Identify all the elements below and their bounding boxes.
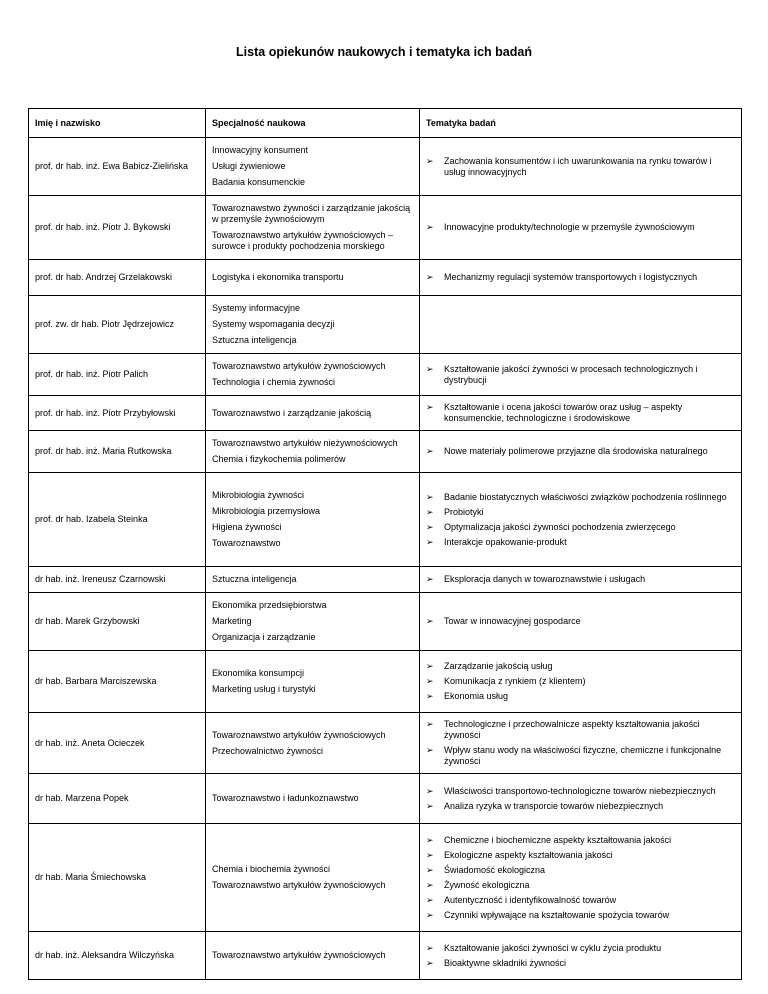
topic-text: Zachowania konsumentów i ich uwarunkowania na rynku towarów i usług innowacyjnych (444, 155, 712, 177)
specialty-cell (206, 354, 420, 396)
arrow-bullet-icon: ➢ (426, 506, 434, 517)
topic-text: Nowe materiały polimerowe przyjazne dla środowiska naturalnego (444, 446, 708, 456)
topic-item (426, 943, 735, 954)
header-specialty: Specjalność naukowa (206, 109, 420, 138)
supervisor-name: prof. dr hab. inż. Piotr J. Bykowski (29, 196, 206, 260)
specialty-item: Towaroznawstwo żywności i zarządzanie jakością w przemyśle żywnościowym (212, 203, 411, 224)
topic-item (426, 676, 735, 687)
topics-list (426, 156, 735, 178)
arrow-bullet-icon: ➢ (426, 222, 434, 232)
specialty-item: Technologia i chemia żywności (212, 377, 336, 387)
topic-text: Ekonomia usług (444, 691, 509, 701)
topic-item (426, 402, 735, 424)
topics-list (426, 222, 735, 233)
topic-text: Bioaktywne składniki żywności (444, 957, 567, 968)
table-row (29, 138, 742, 196)
topic-item (426, 958, 735, 969)
topic-item (426, 616, 735, 627)
topic-item (426, 835, 735, 846)
supervisor-name: dr hab. inż. Aleksandra Wilczyńska (29, 932, 206, 980)
topic-item (426, 537, 735, 548)
topic-item (426, 895, 735, 906)
topics-cell (420, 396, 742, 431)
specialty-item: Higiena żywności (212, 522, 282, 532)
topics-cell (420, 260, 742, 296)
arrow-bullet-icon: ➢ (426, 849, 434, 860)
topic-text: Interakcje opakowanie-produkt (444, 536, 567, 547)
supervisor-name: prof. dr hab. inż. Piotr Palich (29, 354, 206, 396)
topic-item (426, 691, 735, 702)
topics-list (426, 574, 735, 585)
arrow-bullet-icon: ➢ (426, 661, 434, 671)
topic-text: Probiotyki (444, 506, 484, 517)
topic-text: Świadomość ekologiczna (444, 864, 546, 875)
supervisor-name: prof. dr hab. Andrzej Grzelakowski (29, 260, 206, 296)
topic-item (426, 574, 735, 585)
topics-cell (420, 932, 742, 980)
topics-cell (420, 354, 742, 396)
topic-text: Autentyczność i identyfikowalność towarów (444, 894, 617, 905)
supervisor-name: prof. dr hab. Izabela Steinka (29, 473, 206, 567)
supervisor-name: dr hab. Marek Grzybowski (29, 593, 206, 651)
specialty-item: Logistyka i ekonomika transportu (212, 272, 344, 282)
arrow-bullet-icon: ➢ (426, 745, 434, 755)
topic-item (426, 364, 735, 386)
topics-cell (420, 593, 742, 651)
topics-list (426, 272, 735, 283)
supervisor-name: prof. dr hab. inż. Piotr Przybyłowski (29, 396, 206, 431)
specialty-item: Towaroznawstwo i ładunkoznawstwo (212, 793, 359, 803)
table-row (29, 260, 742, 296)
arrow-bullet-icon: ➢ (426, 691, 434, 701)
arrow-bullet-icon: ➢ (426, 363, 434, 374)
topics-cell (420, 567, 742, 593)
specialty-item: Ekonomika konsumpcji (212, 668, 305, 678)
topics-list (426, 719, 735, 767)
specialty-item: Przechowalnictwo żywności (212, 745, 324, 756)
specialty-item: Organizacja i zarządzanie (212, 632, 316, 642)
topic-item (426, 910, 735, 921)
topics-cell (420, 138, 742, 196)
topics-list (426, 786, 735, 812)
specialty-item: Towaroznawstwo artykułów żywnościowych (212, 729, 386, 740)
specialty-cell (206, 296, 420, 354)
specialty-item: Sztuczna inteligencja (212, 574, 297, 584)
table-row (29, 296, 742, 354)
arrow-bullet-icon: ➢ (426, 491, 434, 502)
table-body (29, 138, 742, 980)
topics-cell (420, 431, 742, 473)
specialty-item: Sztuczna inteligencja (212, 335, 297, 345)
topic-text: Optymalizacja jakości żywności pochodzenia zwierzęcego (444, 521, 676, 532)
table-row (29, 431, 742, 473)
topic-item (426, 492, 735, 503)
arrow-bullet-icon: ➢ (426, 909, 434, 920)
topic-item (426, 507, 735, 518)
specialty-item: Towaroznawstwo artykułów żywnościowych – surowce i produkty pochodzenia morskiego (212, 230, 394, 251)
arrow-bullet-icon: ➢ (426, 521, 434, 532)
topic-item (426, 880, 735, 891)
arrow-bullet-icon: ➢ (426, 864, 434, 875)
topic-item (426, 865, 735, 876)
specialty-item: Towaroznawstwo artykułów żywnościowych (212, 880, 386, 890)
topics-cell (420, 713, 742, 774)
topic-text: Kształtowanie jakości żywności w procesach technologicznych i dystrybucji (444, 363, 698, 385)
topic-text: Komunikacja z rynkiem (z klientem) (444, 676, 586, 686)
specialty-item: Towaroznawstwo (212, 538, 281, 548)
arrow-bullet-icon: ➢ (426, 155, 434, 166)
topic-text: Kształtowanie i ocena jakości towarów oraz usług – aspekty konsumenckie, technologiczne i środowiskowe (444, 402, 683, 423)
topics-list (426, 661, 735, 702)
arrow-bullet-icon: ➢ (426, 536, 434, 547)
topic-text: Żywność ekologiczna (444, 879, 530, 890)
topic-text: Analiza ryzyka w transporcie towarów niebezpiecznych (444, 800, 664, 811)
supervisor-name: prof. dr hab. inż. Ewa Babicz-Zielińska (29, 138, 206, 196)
arrow-bullet-icon: ➢ (426, 446, 434, 456)
arrow-bullet-icon: ➢ (426, 785, 434, 796)
table-row (29, 651, 742, 713)
supervisor-name: dr hab. Marzena Popek (29, 774, 206, 824)
supervisor-name: dr hab. inż. Aneta Ocieczek (29, 713, 206, 774)
topic-text: Mechanizmy regulacji systemów transportowych i logistycznych (444, 272, 698, 282)
supervisor-name: dr hab. Barbara Marciszewska (29, 651, 206, 713)
topic-item (426, 745, 735, 767)
arrow-bullet-icon: ➢ (426, 616, 434, 626)
topic-text: Wpływ stanu wody na właściwości fizyczne, chemiczne i funkcjonalne żywności (444, 745, 722, 766)
topic-item (426, 850, 735, 861)
table-row (29, 824, 742, 932)
specialty-item: Chemia i fizykochemia polimerów (212, 454, 346, 464)
topic-text: Zarządzanie jakością usług (444, 661, 553, 671)
topics-list (426, 943, 735, 969)
specialty-cell (206, 932, 420, 980)
specialty-cell (206, 824, 420, 932)
topic-text: Badanie biostatycznych właściwości związków pochodzenia roślinnego (444, 491, 727, 502)
table-header-row (29, 109, 742, 138)
topic-item (426, 222, 735, 233)
table-row (29, 196, 742, 260)
topic-item (426, 786, 735, 797)
topics-list (426, 616, 735, 627)
arrow-bullet-icon: ➢ (426, 834, 434, 845)
topic-text: Kształtowanie jakości żywności w cyklu życia produktu (444, 942, 662, 953)
supervisor-name: dr hab. inż. Ireneusz Czarnowski (29, 567, 206, 593)
topics-cell (420, 196, 742, 260)
topics-list (426, 835, 735, 921)
topic-item (426, 801, 735, 812)
specialty-cell (206, 260, 420, 296)
topic-text: Eksploracja danych w towaroznawstwie i usługach (444, 574, 646, 584)
specialty-item: Badania konsumenckie (212, 177, 306, 187)
arrow-bullet-icon: ➢ (426, 676, 434, 686)
topics-cell (420, 824, 742, 932)
topics-list (426, 446, 735, 457)
arrow-bullet-icon: ➢ (426, 719, 434, 729)
topic-text: Innowacyjne produkty/technologie w przemyśle żywnościowym (444, 222, 695, 232)
arrow-bullet-icon: ➢ (426, 402, 434, 412)
specialty-item: Towaroznawstwo artykułów nieżywnościowych (212, 438, 398, 448)
table-row (29, 354, 742, 396)
specialty-cell (206, 431, 420, 473)
table-row (29, 396, 742, 431)
topic-item (426, 272, 735, 283)
specialty-item: Systemy informacyjne (212, 303, 301, 313)
specialty-cell (206, 651, 420, 713)
topics-list (426, 492, 735, 548)
specialty-cell (206, 473, 420, 567)
arrow-bullet-icon: ➢ (426, 574, 434, 584)
specialty-item: Usługi żywieniowe (212, 161, 286, 171)
arrow-bullet-icon: ➢ (426, 894, 434, 905)
topics-cell (420, 651, 742, 713)
table-row (29, 593, 742, 651)
specialty-cell (206, 196, 420, 260)
topics-cell (420, 296, 742, 354)
arrow-bullet-icon: ➢ (426, 272, 434, 282)
topics-list (426, 364, 735, 386)
topic-item (426, 156, 735, 178)
arrow-bullet-icon: ➢ (426, 957, 434, 968)
specialty-cell (206, 593, 420, 651)
specialty-item: Mikrobiologia żywności (212, 490, 305, 500)
specialty-item: Systemy wspomagania decyzji (212, 319, 335, 329)
specialty-item: Towaroznawstwo artykułów żywnościowych (212, 361, 386, 371)
supervisor-name: dr hab. Maria Śmiechowska (29, 824, 206, 932)
topic-text: Właściwości transportowo-technologiczne towarów niebezpiecznych (444, 785, 716, 796)
specialty-cell (206, 396, 420, 431)
specialty-cell (206, 138, 420, 196)
supervisors-table (28, 108, 742, 980)
specialty-item: Chemia i biochemia żywności (212, 864, 331, 874)
specialty-item: Innowacyjny konsument (212, 145, 309, 155)
supervisor-name: prof. zw. dr hab. Piotr Jędrzejowicz (29, 296, 206, 354)
specialty-item: Towaroznawstwo artykułów żywnościowych (212, 950, 386, 960)
topics-list (426, 402, 735, 424)
table-row (29, 932, 742, 980)
specialty-cell (206, 567, 420, 593)
table-row (29, 567, 742, 593)
specialty-item: Marketing (212, 616, 252, 626)
header-topics: Tematyka badań (420, 109, 742, 138)
topic-text: Czynniki wpływające na kształtowanie spożycia towarów (444, 909, 670, 920)
topic-item (426, 446, 735, 457)
arrow-bullet-icon: ➢ (426, 942, 434, 953)
table-row (29, 713, 742, 774)
supervisor-name: prof. dr hab. inż. Maria Rutkowska (29, 431, 206, 473)
topics-cell (420, 473, 742, 567)
document-title: Lista opiekunów naukowych i tematyka ich badań (236, 45, 532, 59)
topic-text: Ekologiczne aspekty kształtowania jakości (444, 849, 613, 860)
specialty-item: Mikrobiologia przemysłowa (212, 506, 321, 516)
topic-item (426, 719, 735, 741)
specialty-cell (206, 713, 420, 774)
header-name: Imię i nazwisko (29, 109, 206, 138)
topics-cell (420, 774, 742, 824)
arrow-bullet-icon: ➢ (426, 800, 434, 811)
specialty-item: Ekonomika przedsiębiorstwa (212, 600, 327, 610)
topic-text: Chemiczne i biochemiczne aspekty kształtowania jakości (444, 834, 672, 845)
topic-item (426, 661, 735, 672)
topic-text: Towar w innowacyjnej gospodarce (444, 616, 581, 626)
topic-item (426, 522, 735, 533)
specialty-cell (206, 774, 420, 824)
table-row (29, 774, 742, 824)
topic-text: Technologiczne i przechowalnicze aspekty kształtowania jakości żywności (444, 719, 700, 740)
specialty-item: Towaroznawstwo i zarządzanie jakością (212, 407, 372, 418)
arrow-bullet-icon: ➢ (426, 879, 434, 890)
specialty-item: Marketing usług i turystyki (212, 684, 316, 694)
table-row (29, 473, 742, 567)
